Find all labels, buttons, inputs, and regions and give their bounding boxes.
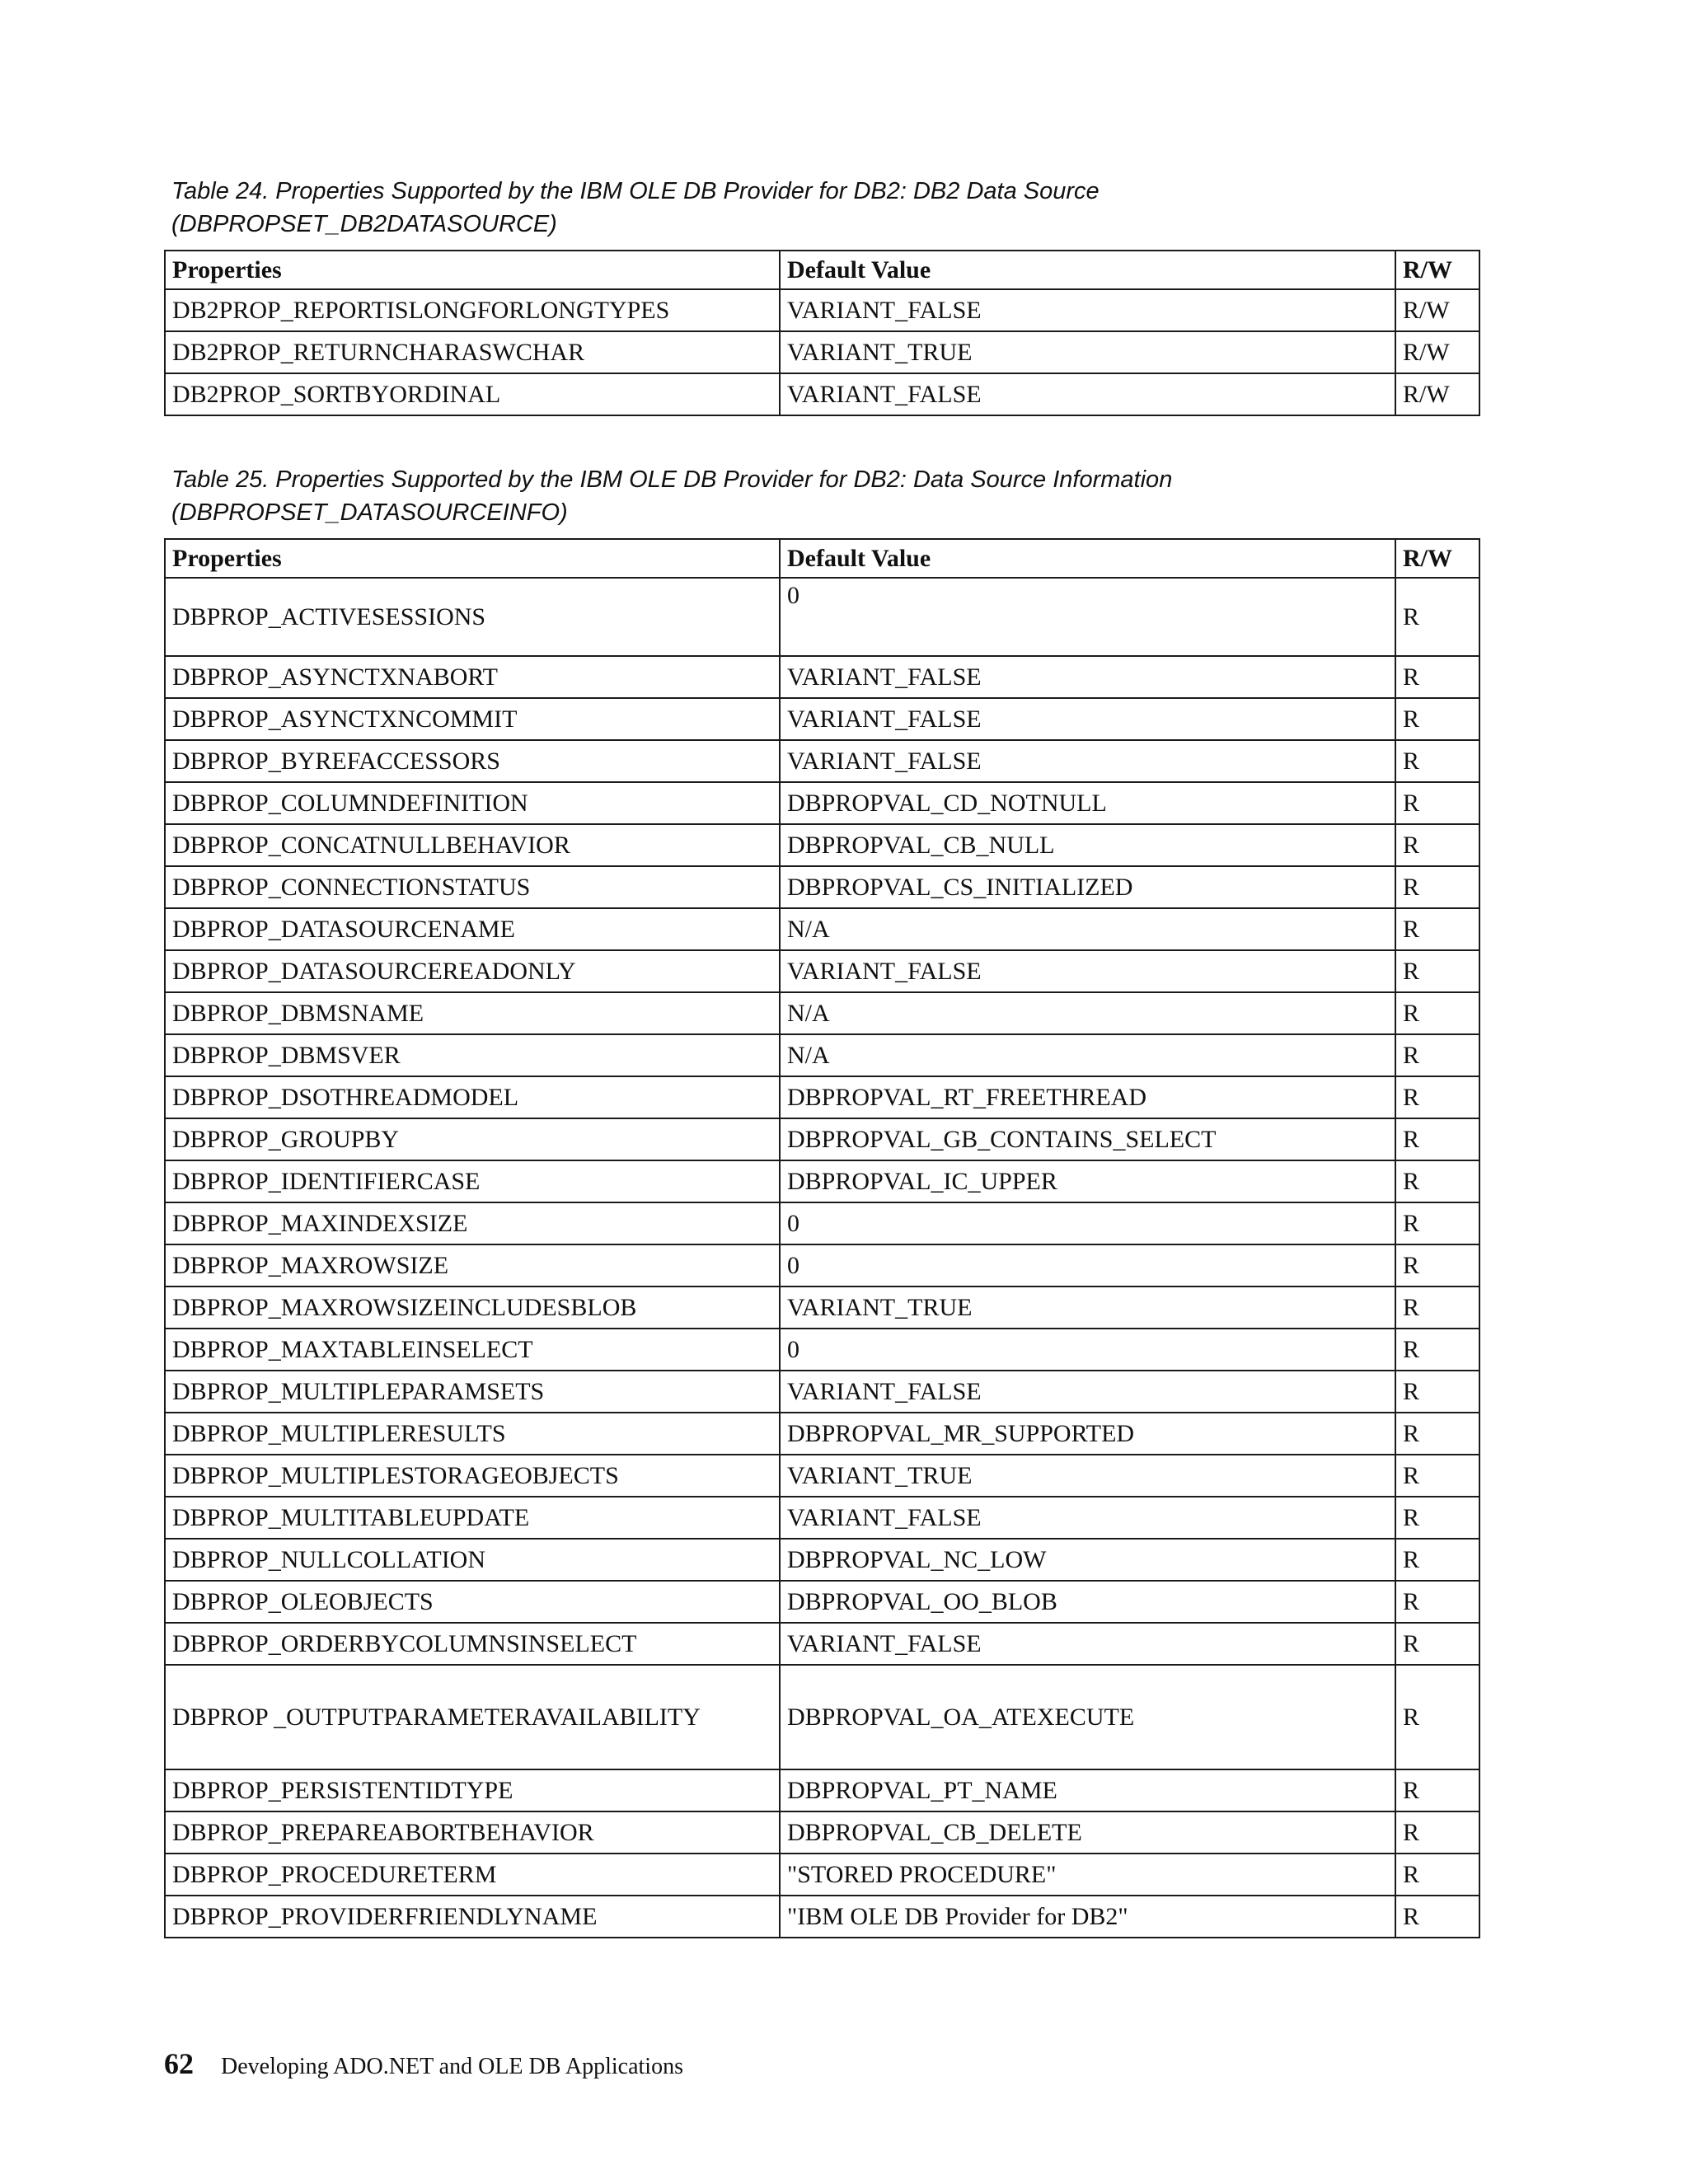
property-name-cell: DBPROP_DBMSVER bbox=[165, 1034, 780, 1076]
table-row bbox=[165, 1371, 1479, 1413]
table-row bbox=[165, 1497, 1479, 1539]
table-row bbox=[165, 1034, 1479, 1076]
property-name-cell: DBPROP_PERSISTENTIDTYPE bbox=[165, 1769, 780, 1811]
property-name-cell: DB2PROP_SORTBYORDINAL bbox=[165, 373, 780, 415]
rw-cell: R bbox=[1395, 1896, 1479, 1938]
page-number: 62 bbox=[164, 2047, 194, 2080]
table-row bbox=[165, 1244, 1479, 1286]
table-24-body bbox=[165, 289, 1479, 415]
property-name-cell: DBPROP_PROVIDERFRIENDLYNAME bbox=[165, 1896, 780, 1938]
rw-cell: R bbox=[1395, 1371, 1479, 1413]
table-row bbox=[165, 950, 1479, 992]
table-row bbox=[165, 1202, 1479, 1244]
property-name-cell: DBPROP_ACTIVESESSIONS bbox=[165, 578, 780, 656]
table-24-caption bbox=[171, 175, 1100, 241]
property-name-cell: DBPROP_MAXINDEXSIZE bbox=[165, 1202, 780, 1244]
table-row bbox=[165, 992, 1479, 1034]
table-row bbox=[165, 1329, 1479, 1371]
column-header-default-value: Default Value bbox=[780, 539, 1395, 578]
table-header-row bbox=[165, 251, 1479, 289]
rw-cell: R bbox=[1395, 1160, 1479, 1202]
table-row bbox=[165, 331, 1479, 373]
default-value-cell: "STORED PROCEDURE" bbox=[780, 1854, 1395, 1896]
rw-cell: R bbox=[1395, 824, 1479, 866]
property-name-cell: DBPROP_GROUPBY bbox=[165, 1118, 780, 1160]
rw-cell: R bbox=[1395, 950, 1479, 992]
rw-cell: R/W bbox=[1395, 331, 1479, 373]
rw-cell: R bbox=[1395, 1244, 1479, 1286]
default-value-cell: DBPROPVAL_CS_INITIALIZED bbox=[780, 866, 1395, 908]
default-value-cell: DBPROPVAL_MR_SUPPORTED bbox=[780, 1413, 1395, 1455]
table-row bbox=[165, 1623, 1479, 1665]
property-name-cell: DBPROP_MULTITABLEUPDATE bbox=[165, 1497, 780, 1539]
default-value-cell: 0 bbox=[780, 1329, 1395, 1371]
table-row bbox=[165, 1665, 1479, 1769]
default-value-cell: DBPROPVAL_PT_NAME bbox=[780, 1769, 1395, 1811]
rw-cell: R bbox=[1395, 1413, 1479, 1455]
default-value-cell: "IBM OLE DB Provider for DB2" bbox=[780, 1896, 1395, 1938]
table-row bbox=[165, 1581, 1479, 1623]
property-name-cell: DBPROP_CONNECTIONSTATUS bbox=[165, 866, 780, 908]
rw-cell: R bbox=[1395, 1118, 1479, 1160]
table-25-caption-line-1: Table 25. Properties Supported by the IBM OLE DB Provider for DB2: Data Source Information bbox=[171, 466, 1173, 493]
table-24-caption-line-2: (DBPROPSET_DB2DATASOURCE) bbox=[171, 211, 557, 237]
table-row bbox=[165, 1160, 1479, 1202]
property-name-cell: DBPROP_DATASOURCEREADONLY bbox=[165, 950, 780, 992]
table-row bbox=[165, 1076, 1479, 1118]
column-header-properties: Properties bbox=[165, 251, 780, 289]
rw-cell: R bbox=[1395, 782, 1479, 824]
table-row bbox=[165, 782, 1479, 824]
rw-cell: R bbox=[1395, 578, 1479, 656]
column-header-rw: R/W bbox=[1395, 251, 1479, 289]
property-name-cell: DBPROP_MAXROWSIZEINCLUDESBLOB bbox=[165, 1286, 780, 1329]
default-value-cell: DBPROPVAL_CD_NOTNULL bbox=[780, 782, 1395, 824]
rw-cell: R bbox=[1395, 1539, 1479, 1581]
default-value-cell: VARIANT_FALSE bbox=[780, 656, 1395, 698]
rw-cell: R bbox=[1395, 1769, 1479, 1811]
property-name-cell: DBPROP_COLUMNDEFINITION bbox=[165, 782, 780, 824]
rw-cell: R bbox=[1395, 1076, 1479, 1118]
default-value-cell: VARIANT_FALSE bbox=[780, 1371, 1395, 1413]
default-value-cell: DBPROPVAL_RT_FREETHREAD bbox=[780, 1076, 1395, 1118]
default-value-cell: DBPROPVAL_GB_CONTAINS_SELECT bbox=[780, 1118, 1395, 1160]
rw-cell: R bbox=[1395, 1455, 1479, 1497]
property-name-cell: DBPROP_MULTIPLERESULTS bbox=[165, 1413, 780, 1455]
property-name-cell: DBPROP_PREPAREABORTBEHAVIOR bbox=[165, 1811, 780, 1854]
table-row bbox=[165, 1455, 1479, 1497]
table-row bbox=[165, 1854, 1479, 1896]
default-value-cell: N/A bbox=[780, 1034, 1395, 1076]
column-header-default-value: Default Value bbox=[780, 251, 1395, 289]
rw-cell: R bbox=[1395, 1329, 1479, 1371]
table-row bbox=[165, 908, 1479, 950]
property-name-cell: DBPROP_CONCATNULLBEHAVIOR bbox=[165, 824, 780, 866]
column-header-rw: R/W bbox=[1395, 539, 1479, 578]
rw-cell: R bbox=[1395, 1034, 1479, 1076]
property-name-cell: DBPROP_MULTIPLEPARAMSETS bbox=[165, 1371, 780, 1413]
table-row bbox=[165, 578, 1479, 656]
property-name-cell: DBPROP_OLEOBJECTS bbox=[165, 1581, 780, 1623]
table-row bbox=[165, 866, 1479, 908]
table-row bbox=[165, 740, 1479, 782]
rw-cell: R/W bbox=[1395, 373, 1479, 415]
rw-cell: R bbox=[1395, 1497, 1479, 1539]
default-value-cell: DBPROPVAL_OA_ATEXECUTE bbox=[780, 1665, 1395, 1769]
rw-cell: R bbox=[1395, 908, 1479, 950]
property-name-cell: DBPROP _OUTPUTPARAMETERAVAILABILITY bbox=[165, 1665, 780, 1769]
rw-cell: R bbox=[1395, 1202, 1479, 1244]
table-row bbox=[165, 1811, 1479, 1854]
default-value-cell: VARIANT_FALSE bbox=[780, 740, 1395, 782]
property-name-cell: DBPROP_DATASOURCENAME bbox=[165, 908, 780, 950]
default-value-cell: DBPROPVAL_OO_BLOB bbox=[780, 1581, 1395, 1623]
table-25 bbox=[164, 538, 1480, 1938]
table-row bbox=[165, 1413, 1479, 1455]
property-name-cell: DBPROP_DBMSNAME bbox=[165, 992, 780, 1034]
property-name-cell: DBPROP_MULTIPLESTORAGEOBJECTS bbox=[165, 1455, 780, 1497]
table-24 bbox=[164, 250, 1480, 416]
rw-cell: R bbox=[1395, 1286, 1479, 1329]
default-value-cell: VARIANT_FALSE bbox=[780, 289, 1395, 331]
rw-cell: R bbox=[1395, 656, 1479, 698]
rw-cell: R bbox=[1395, 1665, 1479, 1769]
default-value-cell: 0 bbox=[780, 578, 1395, 656]
rw-cell: R bbox=[1395, 992, 1479, 1034]
rw-cell: R/W bbox=[1395, 289, 1479, 331]
property-name-cell: DBPROP_IDENTIFIERCASE bbox=[165, 1160, 780, 1202]
table-header-row bbox=[165, 539, 1479, 578]
default-value-cell: N/A bbox=[780, 992, 1395, 1034]
property-name-cell: DBPROP_PROCEDURETERM bbox=[165, 1854, 780, 1896]
default-value-cell: 0 bbox=[780, 1244, 1395, 1286]
default-value-cell: VARIANT_TRUE bbox=[780, 1286, 1395, 1329]
property-name-cell: DBPROP_ASYNCTXNABORT bbox=[165, 656, 780, 698]
book-title: Developing ADO.NET and OLE DB Applications bbox=[221, 2054, 683, 2079]
default-value-cell: DBPROPVAL_CB_DELETE bbox=[780, 1811, 1395, 1854]
rw-cell: R bbox=[1395, 1623, 1479, 1665]
rw-cell: R bbox=[1395, 740, 1479, 782]
table-row bbox=[165, 824, 1479, 866]
default-value-cell: VARIANT_FALSE bbox=[780, 373, 1395, 415]
default-value-cell: VARIANT_FALSE bbox=[780, 1497, 1395, 1539]
rw-cell: R bbox=[1395, 698, 1479, 740]
property-name-cell: DB2PROP_RETURNCHARASWCHAR bbox=[165, 331, 780, 373]
table-row bbox=[165, 289, 1479, 331]
table-row bbox=[165, 373, 1479, 415]
table-24-caption-line-1: Table 24. Properties Supported by the IBM OLE DB Provider for DB2: DB2 Data Source bbox=[171, 178, 1100, 204]
property-name-cell: DBPROP_ORDERBYCOLUMNSINSELECT bbox=[165, 1623, 780, 1665]
table-row bbox=[165, 1118, 1479, 1160]
default-value-cell: VARIANT_FALSE bbox=[780, 1623, 1395, 1665]
property-name-cell: DBPROP_MAXTABLEINSELECT bbox=[165, 1329, 780, 1371]
property-name-cell: DBPROP_ASYNCTXNCOMMIT bbox=[165, 698, 780, 740]
default-value-cell: VARIANT_TRUE bbox=[780, 331, 1395, 373]
default-value-cell: VARIANT_FALSE bbox=[780, 698, 1395, 740]
property-name-cell: DBPROP_BYREFACCESSORS bbox=[165, 740, 780, 782]
table-25-caption bbox=[171, 463, 1172, 529]
table-row bbox=[165, 698, 1479, 740]
rw-cell: R bbox=[1395, 1811, 1479, 1854]
default-value-cell: VARIANT_TRUE bbox=[780, 1455, 1395, 1497]
table-row bbox=[165, 1286, 1479, 1329]
default-value-cell: N/A bbox=[780, 908, 1395, 950]
property-name-cell: DBPROP_DSOTHREADMODEL bbox=[165, 1076, 780, 1118]
table-25-caption-line-2: (DBPROPSET_DATASOURCEINFO) bbox=[171, 499, 568, 526]
default-value-cell: DBPROPVAL_IC_UPPER bbox=[780, 1160, 1395, 1202]
table-25-body bbox=[165, 578, 1479, 1938]
property-name-cell: DBPROP_MAXROWSIZE bbox=[165, 1244, 780, 1286]
default-value-cell: DBPROPVAL_CB_NULL bbox=[780, 824, 1395, 866]
rw-cell: R bbox=[1395, 1854, 1479, 1896]
rw-cell: R bbox=[1395, 866, 1479, 908]
property-name-cell: DB2PROP_REPORTISLONGFORLONGTYPES bbox=[165, 289, 780, 331]
default-value-cell: 0 bbox=[780, 1202, 1395, 1244]
default-value-cell: VARIANT_FALSE bbox=[780, 950, 1395, 992]
table-row bbox=[165, 1539, 1479, 1581]
table-row bbox=[165, 1769, 1479, 1811]
property-name-cell: DBPROP_NULLCOLLATION bbox=[165, 1539, 780, 1581]
column-header-properties: Properties bbox=[165, 539, 780, 578]
rw-cell: R bbox=[1395, 1581, 1479, 1623]
table-row bbox=[165, 1896, 1479, 1938]
default-value-cell: DBPROPVAL_NC_LOW bbox=[780, 1539, 1395, 1581]
table-row bbox=[165, 656, 1479, 698]
page-footer bbox=[164, 2046, 683, 2081]
